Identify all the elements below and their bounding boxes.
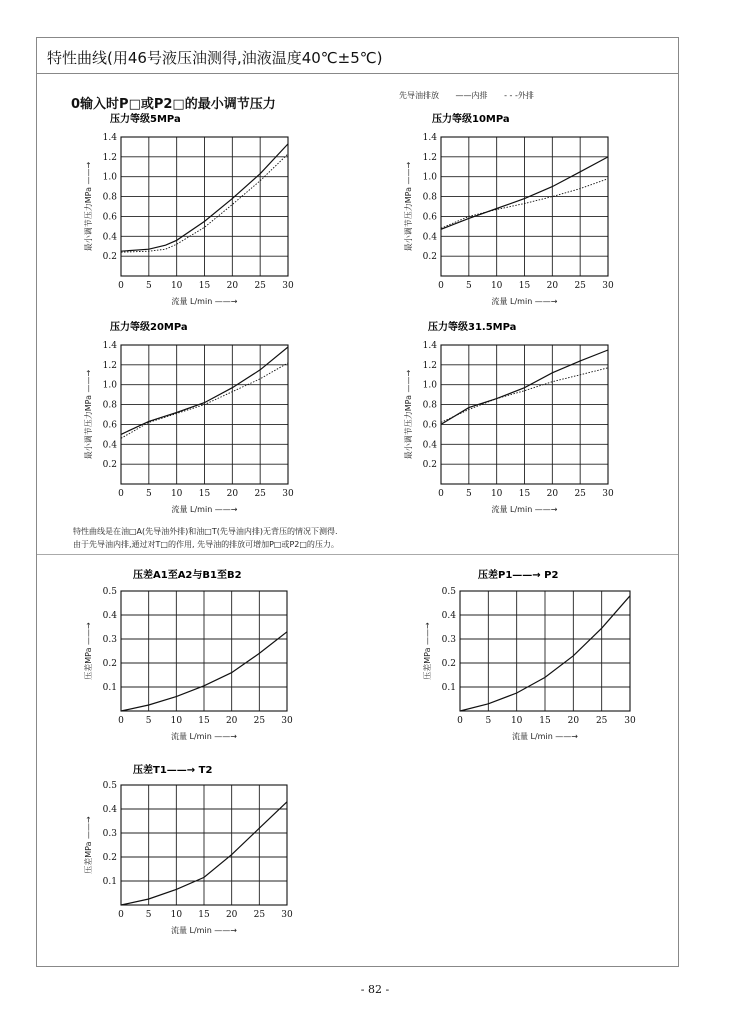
x-tick-label: 0 (438, 489, 444, 499)
y-tick-label: 1.4 (422, 341, 437, 351)
x-tick-label: 5 (145, 281, 152, 291)
y-tick-label: 1.4 (102, 133, 117, 143)
x-tick-label: 15 (198, 281, 211, 291)
y-axis-label: 压差MPa ——→ (84, 622, 93, 680)
y-tick-label: 0.4 (422, 440, 437, 451)
y-tick-label: 0.8 (102, 192, 117, 203)
x-tick-label: 25 (574, 489, 586, 499)
x-tick-label: 15 (518, 281, 531, 291)
y-tick-label: 1.2 (422, 360, 437, 371)
y-tick-label: 1.4 (422, 133, 437, 143)
y-tick-label: 0.3 (102, 829, 117, 839)
x-tick-label: 5 (465, 281, 472, 291)
x-tick-label: 10 (170, 910, 183, 920)
x-tick-label: 25 (253, 716, 266, 726)
y-tick-label: 0.1 (441, 683, 456, 693)
y-tick-label: 0.2 (102, 853, 117, 863)
x-axis-label: 流量 L/min ——→ (170, 926, 238, 935)
y-axis-label: 最小调节压力MPa ——→ (84, 161, 93, 252)
x-tick-label: 15 (518, 489, 531, 499)
note-line-1: 特性曲线是在油□A(先导油外排)和油□T(先导油内排)无背压的情况下测得. (73, 527, 338, 536)
y-tick-label: 1.2 (102, 360, 117, 371)
y-tick-label: 0.3 (102, 635, 117, 645)
x-axis-label: 流量 L/min ——→ (491, 297, 558, 306)
note-line-2: 由于先导油内排,通过对T□的作用, 先导油的排放可增加P□或P2□的压力。 (73, 540, 339, 549)
y-tick-label: 0.1 (102, 877, 117, 887)
y-tick-label: 0.2 (102, 659, 117, 669)
y-tick-label: 0.2 (102, 252, 117, 263)
x-tick-label: 30 (281, 716, 293, 726)
x-tick-label: 10 (510, 716, 523, 726)
chart-title: 压力等级31.5MPa (428, 322, 517, 333)
y-axis-label: 压差MPa ——→ (84, 816, 93, 874)
x-tick-label: 20 (546, 489, 559, 499)
x-tick-label: 30 (602, 281, 614, 291)
chart-4 (403, 320, 614, 514)
x-tick-label: 0 (118, 910, 124, 920)
x-tick-label: 10 (490, 281, 503, 291)
chart-title: 压差T1——→ T2 (133, 765, 213, 776)
y-tick-label: 0.4 (102, 440, 117, 451)
y-tick-label: 0.8 (422, 400, 437, 411)
y-tick-label: 0.4 (102, 232, 117, 243)
y-tick-label: 0.1 (102, 683, 117, 693)
x-tick-label: 20 (225, 716, 238, 726)
y-tick-label: 1.0 (102, 380, 117, 391)
x-tick-label: 20 (226, 281, 239, 291)
x-tick-label: 20 (546, 281, 559, 291)
page-title: 特性曲线(用46号液压油测得,油液温度40℃±5℃) (47, 49, 383, 67)
x-tick-label: 15 (198, 716, 210, 726)
chart-title: 压力等级10MPa (432, 114, 510, 125)
x-tick-label: 0 (438, 281, 444, 291)
y-tick-label: 0.4 (422, 232, 437, 243)
x-tick-label: 0 (118, 489, 124, 499)
y-tick-label: 0.2 (422, 460, 437, 471)
x-tick-label: 20 (226, 489, 239, 499)
x-tick-label: 20 (225, 910, 238, 920)
chart-5 (83, 568, 293, 741)
x-axis-label: 流量 L/min ——→ (170, 732, 238, 741)
y-tick-label: 0.3 (441, 635, 456, 645)
legend-outer: - - -外排 (504, 91, 534, 100)
x-tick-label: 25 (254, 489, 266, 499)
y-tick-label: 1.0 (422, 172, 437, 183)
chart-1 (83, 112, 294, 306)
x-axis-label: 流量 L/min ——→ (171, 505, 238, 514)
y-tick-label: 1.2 (422, 152, 437, 163)
y-tick-label: 1.0 (102, 172, 117, 183)
x-tick-label: 30 (282, 489, 294, 499)
chart-title: 压差A1至A2与B1至B2 (133, 570, 242, 581)
y-tick-label: 0.5 (102, 587, 117, 597)
y-tick-label: 0.8 (102, 400, 117, 411)
x-tick-label: 5 (485, 716, 492, 726)
x-tick-label: 25 (595, 716, 608, 726)
chart-title: 压力等级20MPa (110, 322, 188, 333)
x-tick-label: 5 (145, 489, 152, 499)
chart-2 (403, 112, 614, 306)
x-tick-label: 5 (145, 910, 152, 920)
page-number: - 82 - (360, 983, 390, 996)
y-tick-label: 0.8 (422, 192, 437, 203)
x-tick-label: 15 (198, 910, 210, 920)
chart-title: 压差P1——→ P2 (478, 570, 559, 581)
y-tick-label: 0.2 (422, 252, 437, 263)
x-tick-label: 30 (602, 489, 614, 499)
y-tick-label: 0.5 (441, 587, 456, 597)
x-tick-label: 30 (282, 281, 294, 291)
x-tick-label: 10 (170, 716, 183, 726)
y-tick-label: 1.4 (102, 341, 117, 351)
x-tick-label: 5 (465, 489, 472, 499)
y-tick-label: 0.4 (102, 611, 117, 621)
chart-title: 压力等级5MPa (110, 114, 181, 125)
x-tick-label: 10 (490, 489, 503, 499)
chart-6 (422, 568, 636, 741)
x-tick-label: 30 (624, 716, 636, 726)
x-axis-label: 流量 L/min ——→ (171, 297, 238, 306)
x-tick-label: 10 (170, 489, 183, 499)
y-axis-label: 最小调节压力MPa ——→ (404, 161, 413, 252)
y-tick-label: 0.6 (102, 212, 117, 223)
x-tick-label: 15 (539, 716, 551, 726)
y-tick-label: 0.6 (422, 212, 437, 223)
section-heading: 0输入时P□或P2□的最小调节压力 (71, 97, 276, 112)
y-tick-label: 0.4 (441, 611, 456, 621)
y-axis-label: 最小调节压力MPa ——→ (84, 369, 93, 460)
y-axis-label: 压差MPa ——→ (423, 622, 432, 680)
x-tick-label: 30 (281, 910, 293, 920)
x-tick-label: 0 (118, 281, 124, 291)
legend-title: 先导油排放 (399, 91, 439, 100)
x-tick-label: 25 (574, 281, 586, 291)
y-tick-label: 1.2 (102, 152, 117, 163)
y-tick-label: 0.2 (441, 659, 456, 669)
x-axis-label: 流量 L/min ——→ (511, 732, 579, 741)
x-tick-label: 25 (254, 281, 266, 291)
x-axis-label: 流量 L/min ——→ (491, 505, 558, 514)
x-tick-label: 5 (145, 716, 152, 726)
y-tick-label: 0.6 (102, 420, 117, 431)
x-tick-label: 0 (118, 716, 124, 726)
legend-inner: ——内排 (455, 91, 488, 100)
y-tick-label: 1.0 (422, 380, 437, 391)
y-tick-label: 0.6 (422, 420, 437, 431)
chart-3 (83, 320, 294, 514)
x-tick-label: 25 (253, 910, 266, 920)
y-tick-label: 0.5 (102, 781, 117, 791)
x-tick-label: 10 (170, 281, 183, 291)
y-tick-label: 0.4 (102, 805, 117, 815)
x-tick-label: 0 (457, 716, 463, 726)
chart-7 (83, 763, 293, 935)
x-tick-label: 20 (567, 716, 580, 726)
y-tick-label: 0.2 (102, 460, 117, 471)
x-tick-label: 15 (198, 489, 211, 499)
y-axis-label: 最小调节压力MPa ——→ (404, 369, 413, 460)
